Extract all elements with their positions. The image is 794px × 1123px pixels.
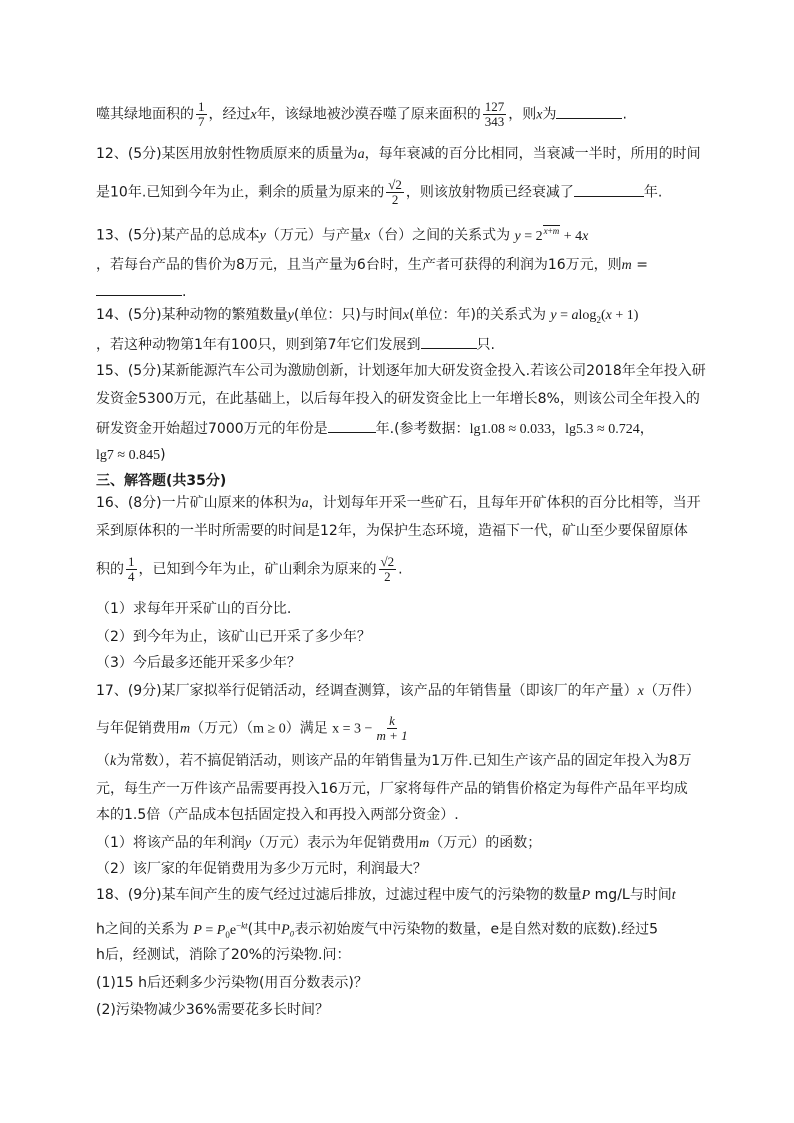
q11-pre: 噬其绿地面积的: [96, 106, 194, 123]
q17-line-1: 17、(9分)某厂家拟举行促销活动，经调查测算，该产品的年销售量（即该厂的年产量）x（万件）: [96, 683, 700, 699]
q15-line-2: 发资金5300万元，在此基础上，以后每年投入的研发资金比上一年增长8%，则该公司全年投入的: [96, 391, 700, 407]
q16-part-3: （3）今后最多还能开采多少年？: [96, 655, 301, 671]
q14-formula: y = alog$_2$(x + 1): [550, 308, 639, 325]
q13-line-2: ，若每台产品的售价为8万元，且当产量为6台时，生产者可获得的利润为16万元，则m =: [96, 257, 648, 273]
q12-line-1: 12、(5分)某医用放射性物质原来的质量为a，每年衰减的百分比相同，当衰减一半时，所用的时间: [96, 146, 701, 162]
section-heading-3: 三、解答题(共35分): [96, 473, 227, 489]
q15-line-1: 15、(5分)某新能源汽车公司为激励创新，计划逐年加大研发资金投入.若该公司2018年全年投入研: [96, 363, 706, 379]
q11-line: 噬其绿地面积的 $\frac{1}{7}$ ，经过x年，该绿地被沙漠吞噬了原来面积的 $\frac{127}{343}$ ，则x为 .: [96, 99, 627, 129]
q15-answer-blank[interactable]: [328, 418, 376, 433]
q17-part-1: （1）将该产品的年利润y（万元）表示为年促销费用m（万元）的函数；: [96, 835, 542, 851]
q17-part-2: （2）该厂家的年促销费用为多少万元时，利润最大？: [96, 861, 427, 877]
q12-answer-blank[interactable]: [574, 182, 644, 197]
q13-line-1: 13、(5分)某产品的总成本y（万元）与产量x（台）之间的关系式为 $y = 2^{x+m} + 4x$: [96, 226, 589, 244]
q17-line-4: 元，每生产一万件该产品需要再投入16万元，厂家将每件产品的销售价格定为每件产品年平均成: [96, 781, 688, 797]
q14-answer-blank[interactable]: [421, 334, 477, 349]
q12-line-2: 是10年.已知到今年为止，剩余的质量为原来的 $\frac{√2}{2}$ ，则该放射物质已经衰减了 年.: [96, 177, 663, 207]
q15-line-3: 研发资金开始超过7000万元的年份是 年.(参考数据：lg1.08 ≈ 0.033，lg5.3 ≈ 0.724，: [96, 418, 654, 439]
q17-line-5: 本的1.5倍（产品成本包括固定投入和再投入两部分资金）.: [96, 807, 459, 823]
q13-line-3: .: [96, 281, 186, 301]
q15-line-4: lg7 ≈ 0.845): [96, 447, 166, 463]
q13-formula: $y = 2^{x+m} + 4x$: [514, 226, 589, 244]
q12-fraction: $\frac{√2}{2}$: [388, 177, 402, 207]
q16-line-3: 积的 $\frac{1}{4}$ ，已知到今年为止，矿山剩余为原来的 $\frac{√2}{2}$ .: [96, 554, 403, 584]
q17-fraction: $\frac{k}{m + 1}$: [376, 713, 408, 743]
q16-part-1: （1）求每年开采矿山的百分比.: [96, 601, 292, 617]
q17-line-2: 与年促销费用m（万元）（m ≥ 0）满足 x = 3 − $\frac{k}{m + 1}$: [96, 713, 408, 743]
q16-part-2: （2）到今年为止，该矿山已开采了多少年？: [96, 629, 371, 645]
q16-line-1: 16、(8分)一片矿山原来的体积为a，计划每年开采一些矿石，且每年开矿体积的百分比相等，当开: [96, 495, 701, 511]
q11-answer-blank[interactable]: [556, 104, 622, 119]
q18-line-2: h之间的关系为 $P = P_0e^{-kt}$(其中P₀表示初始废气中污染物的数量，e是自然对数的底数).经过5: [96, 920, 658, 940]
q11-fraction-2: $\frac{127}{343}$: [484, 99, 505, 129]
q18-line-1: 18、(9分)某车间产生的废气经过过滤后排放，过滤过程中废气的污染物的数量P mg/L与时间t: [96, 887, 676, 903]
q17-line-3: （k为常数），若不搞促销活动，则该产品的年销售量为1万件.已知生产该产品的固定年投入为8万: [96, 753, 692, 769]
q11-fraction-1: $\frac{1}{7}$: [198, 99, 205, 129]
q18-line-3: h后，经测试，消除了20%的污染物.问：: [96, 947, 351, 963]
q14-line-2: ，若这种动物第1年有100只，则到第7年它们发展到 只.: [96, 334, 495, 354]
q14-line-1: 14、(5分)某种动物的繁殖数量y(单位：只)与时间x(单位：年)的关系式为 y = alog$_2$(x + 1): [96, 307, 639, 325]
q16-fraction-2: $\frac{√2}{2}$: [380, 554, 395, 584]
q18-part-1: (1)15 h后还剩多少污染物(用百分数表示)？: [96, 975, 368, 991]
q16-line-2: 采到原体积的一半时所需要的时间是12年，为保护生态环境，造福下一代，矿山至少要保留原体: [96, 523, 688, 539]
q16-fraction-1: $\frac{1}{4}$: [128, 554, 135, 584]
q13-answer-blank[interactable]: [96, 281, 182, 296]
q18-formula: $P = P_0e^{-kt}$: [193, 920, 248, 940]
q18-part-2: (2)污染物减少36%需要花多长时间？: [96, 1002, 329, 1018]
